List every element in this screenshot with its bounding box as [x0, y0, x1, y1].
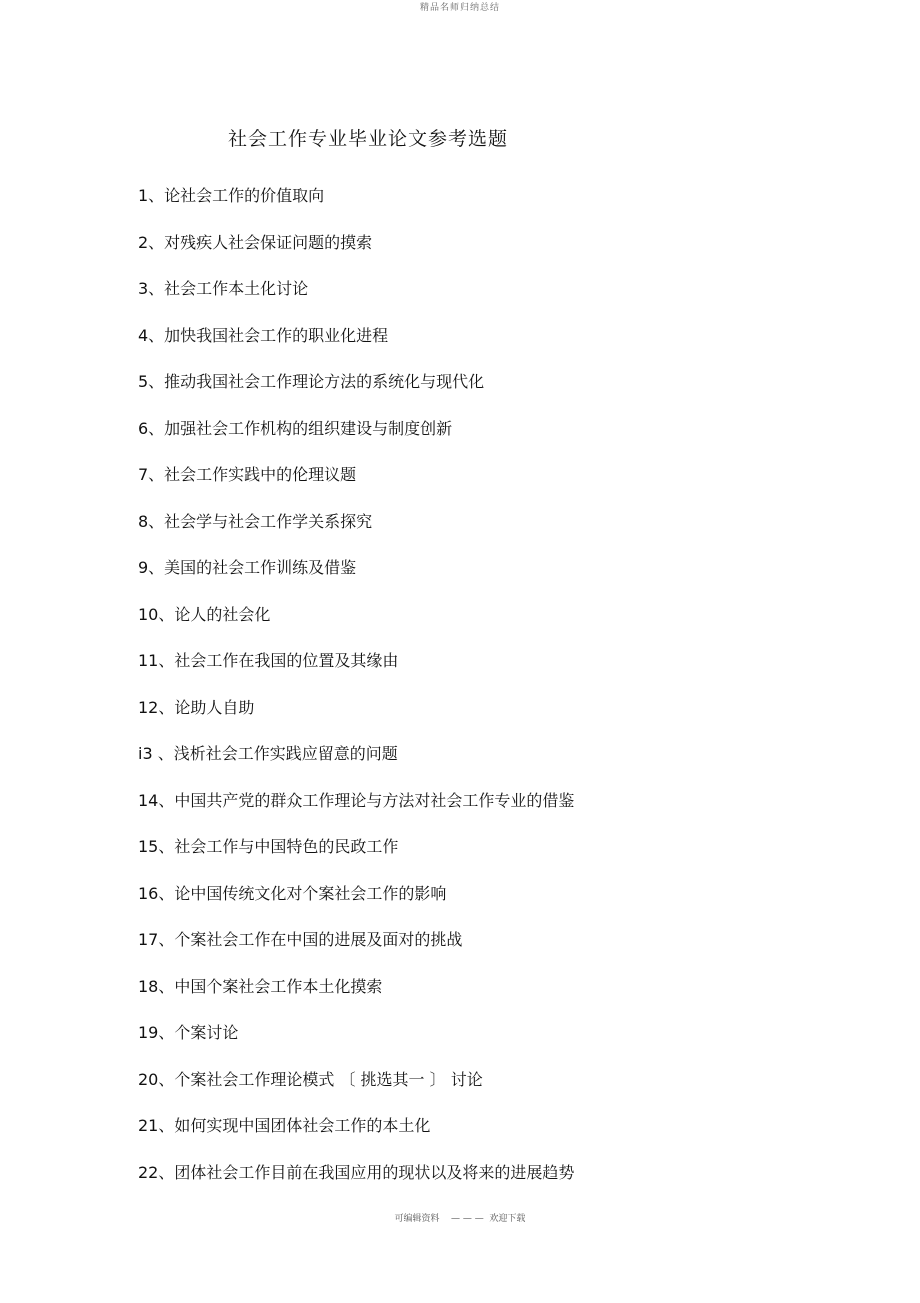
list-item: 14、中国共产党的群众工作理论与方法对社会工作专业的借鉴: [138, 790, 575, 810]
list-item: 3、社会工作本土化讨论: [138, 279, 309, 298]
topic-list: [138, 182, 574, 1205]
list-item: 20、个案社会工作理论模式 〔 挑选其一 〕 讨论: [138, 1069, 483, 1089]
list-item: 7、社会工作实践中的伦理议题: [138, 465, 357, 484]
list-item: 17、个案社会工作在中国的进展及面对的挑战: [138, 930, 463, 949]
list-item: 2、对残疾人社会保证问题的摸索: [138, 232, 373, 252]
list-item: 6、加强社会工作机构的组织建设与制度创新: [138, 418, 453, 438]
list-item: 15、社会工作与中国特色的民政工作: [138, 837, 399, 856]
list-item: 12、论助人自助: [138, 697, 255, 717]
footer-note: 可编辑资料 — — — 欢迎下载: [394, 1214, 526, 1224]
list-item: 9、美国的社会工作训练及借鉴: [138, 558, 357, 577]
list-item: i3 、浅析社会工作实践应留意的问题: [138, 744, 398, 763]
list-item: 19、个案讨论: [138, 1023, 239, 1042]
list-item: 8、社会学与社会工作学关系探究: [138, 511, 373, 531]
header-note: 精品名师归纳总结: [419, 3, 500, 13]
page-title: 社会工作专业毕业论文参考选题: [228, 128, 509, 150]
list-item: 4、加快我国社会工作的职业化进程: [138, 325, 389, 345]
list-item: 1、论社会工作的价值取向: [138, 186, 325, 205]
list-item: 10、论人的社会化: [138, 604, 271, 624]
list-item: 18、中国个案社会工作本土化摸索: [138, 976, 383, 996]
list-item: 22、团体社会工作目前在我国应用的现状以及将来的进展趋势: [138, 1162, 575, 1182]
list-item: 5、推动我国社会工作理论方法的系统化与现代化: [138, 372, 485, 391]
list-item: 11、社会工作在我国的位置及其缘由: [138, 651, 399, 670]
list-item: 21、如何实现中国团体社会工作的本土化: [138, 1116, 431, 1135]
list-item: 16、论中国传统文化对个案社会工作的影响: [138, 883, 447, 903]
